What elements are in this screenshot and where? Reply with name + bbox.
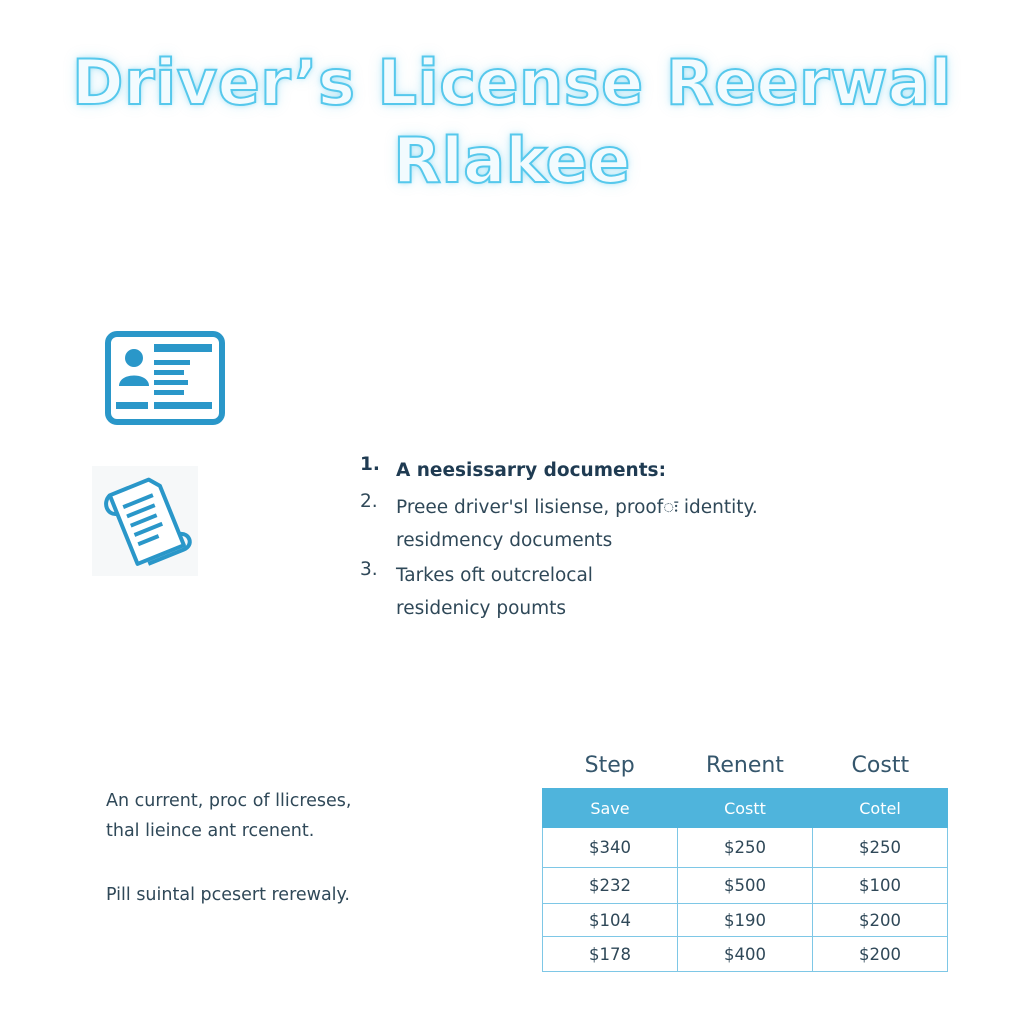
table-cell: $100 [813,868,948,904]
list-item-text: Preee driver'sl lisiense, proofः identity. residmency documents [396,497,758,551]
table-row [543,868,948,904]
list-item-number: 3. [360,559,378,580]
table-cell: $500 [678,868,813,904]
column-header-step: Step [584,752,635,778]
column-header-renent: Renent [706,752,784,778]
table-subheader: Costt [678,789,813,828]
table-subheader: Cotel [813,789,948,828]
table-row [543,828,948,868]
page-title [0,44,1024,200]
list-item [360,559,800,625]
table-cell: $340 [543,828,678,868]
id-card-icon [104,330,226,426]
documents-list [360,454,800,625]
cost-table [542,788,948,972]
document-icon [92,466,198,576]
table-column-headers [542,748,948,782]
table-cell: $400 [678,937,813,972]
list-item [360,454,800,487]
table-cell: $200 [813,904,948,937]
list-item-number: 2. [360,491,378,512]
cost-table-block [542,748,948,972]
table-cell: $250 [678,828,813,868]
table-cell: $250 [813,828,948,868]
table-row [543,904,948,937]
table-cell: $178 [543,937,678,972]
title-line-1: Driver’s License Reerwal [72,46,952,119]
note-text: Pill suintal pcesert rerewaly. [106,885,350,905]
title-line-2: Rlakee [393,124,631,197]
list-item-text: Tarkes oft outcrelocal residenicy poumts [396,565,593,619]
table-subheader-row [543,789,948,828]
list-item-text: A neesissarry documents: [396,460,666,481]
table-subheader: Save [543,789,678,828]
list-item-number: 1. [360,454,380,475]
list-item [360,491,800,557]
table-cell: $200 [813,937,948,972]
table-row [543,937,948,972]
table-cell: $232 [543,868,678,904]
table-cell: $104 [543,904,678,937]
column-header-costt: Costt [851,752,910,778]
table-cell: $190 [678,904,813,937]
note-text: An current, proc of llicreses, thal lieince ant rcenent. [106,791,352,841]
